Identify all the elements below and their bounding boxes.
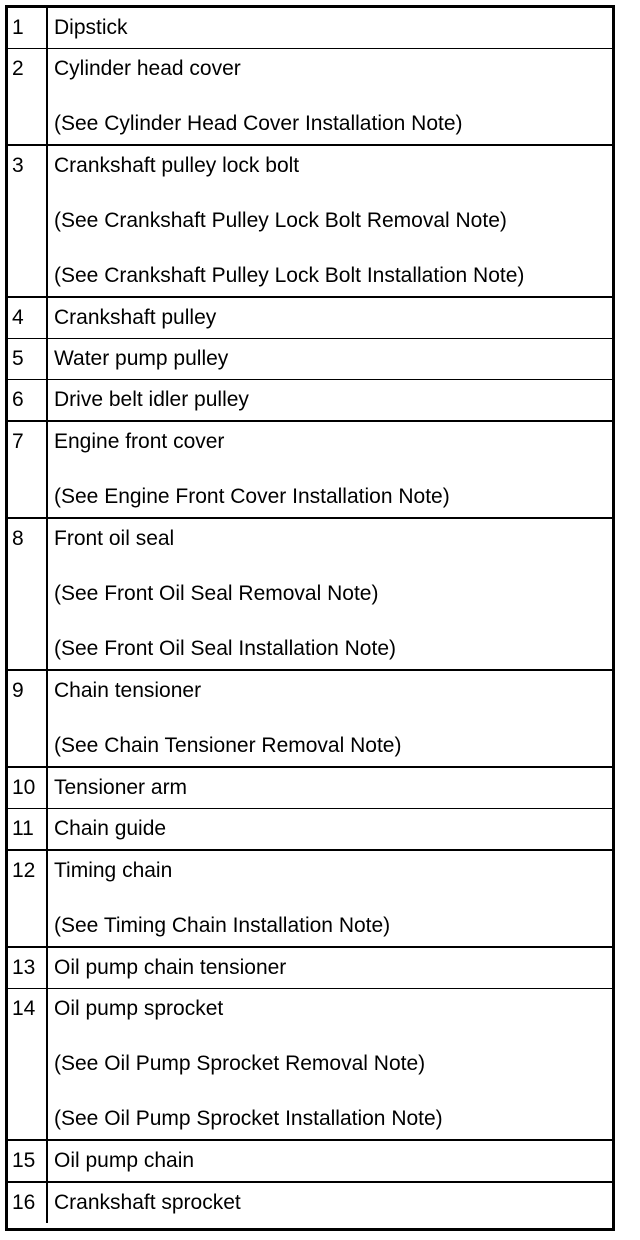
part-number: 16 <box>8 1183 48 1223</box>
table-row <box>8 809 612 851</box>
table-row <box>8 146 612 298</box>
part-description <box>48 948 612 988</box>
part-name: Crankshaft pulley lock bolt <box>54 154 300 177</box>
part-description <box>48 380 612 420</box>
part-number: 8 <box>8 519 48 669</box>
part-number: 12 <box>8 851 48 946</box>
part-note: (See Chain Tensioner Removal Note) <box>54 734 402 757</box>
table-row <box>8 339 612 380</box>
part-name: Chain tensioner <box>54 679 202 702</box>
part-number: 13 <box>8 948 48 988</box>
part-number: 14 <box>8 989 48 1139</box>
part-note: (See Oil Pump Sprocket Removal Note) <box>54 1052 426 1075</box>
part-description <box>48 422 612 517</box>
part-description <box>48 768 612 808</box>
part-number: 7 <box>8 422 48 517</box>
part-name: Drive belt idler pulley <box>54 388 249 411</box>
part-number: 11 <box>8 809 48 849</box>
part-description <box>48 519 612 669</box>
part-number: 3 <box>8 146 48 296</box>
part-name: Tensioner arm <box>54 776 188 799</box>
part-description <box>48 989 612 1139</box>
part-note: (See Engine Front Cover Installation Note) <box>54 485 450 508</box>
part-note: (See Crankshaft Pulley Lock Bolt Removal Note) <box>54 209 507 232</box>
part-name: Cylinder head cover <box>54 57 241 80</box>
part-number: 4 <box>8 298 48 338</box>
part-number: 1 <box>8 8 48 48</box>
part-description <box>48 671 612 766</box>
table-row <box>8 851 612 948</box>
part-name: Water pump pulley <box>54 347 229 370</box>
table-row <box>8 1183 612 1223</box>
part-number: 6 <box>8 380 48 420</box>
part-name: Oil pump chain tensioner <box>54 956 287 979</box>
table-row <box>8 989 612 1141</box>
parts-table <box>5 5 615 1231</box>
table-row <box>8 49 612 146</box>
part-description <box>48 809 612 849</box>
part-description <box>48 1183 612 1223</box>
part-name: Chain guide <box>54 817 167 840</box>
part-description <box>48 1141 612 1181</box>
table-row <box>8 671 612 768</box>
table-row <box>8 519 612 671</box>
part-number: 9 <box>8 671 48 766</box>
part-note: (See Oil Pump Sprocket Installation Note) <box>54 1107 443 1130</box>
table-row <box>8 298 612 339</box>
part-name: Engine front cover <box>54 430 225 453</box>
table-row <box>8 8 612 49</box>
part-name: Dipstick <box>54 16 128 39</box>
part-number: 2 <box>8 49 48 144</box>
part-note: (See Timing Chain Installation Note) <box>54 914 391 937</box>
part-description <box>48 146 612 296</box>
table-row <box>8 768 612 809</box>
part-name: Oil pump chain <box>54 1149 195 1172</box>
part-note: (See Cylinder Head Cover Installation Note) <box>54 112 463 135</box>
part-description <box>48 339 612 379</box>
part-note: (See Front Oil Seal Removal Note) <box>54 582 379 605</box>
part-number: 10 <box>8 768 48 808</box>
part-name: Crankshaft pulley <box>54 306 217 329</box>
part-name: Front oil seal <box>54 527 175 550</box>
part-description <box>48 298 612 338</box>
part-name: Oil pump sprocket <box>54 997 224 1020</box>
part-description <box>48 8 612 48</box>
table-row <box>8 380 612 422</box>
part-number: 5 <box>8 339 48 379</box>
part-description <box>48 49 612 144</box>
part-description <box>48 851 612 946</box>
table-row <box>8 948 612 989</box>
table-row <box>8 1141 612 1183</box>
table-row <box>8 422 612 519</box>
part-number: 15 <box>8 1141 48 1181</box>
part-note: (See Crankshaft Pulley Lock Bolt Installation Note) <box>54 264 525 287</box>
part-name: Crankshaft sprocket <box>54 1191 241 1214</box>
part-name: Timing chain <box>54 859 173 882</box>
part-note: (See Front Oil Seal Installation Note) <box>54 637 396 660</box>
